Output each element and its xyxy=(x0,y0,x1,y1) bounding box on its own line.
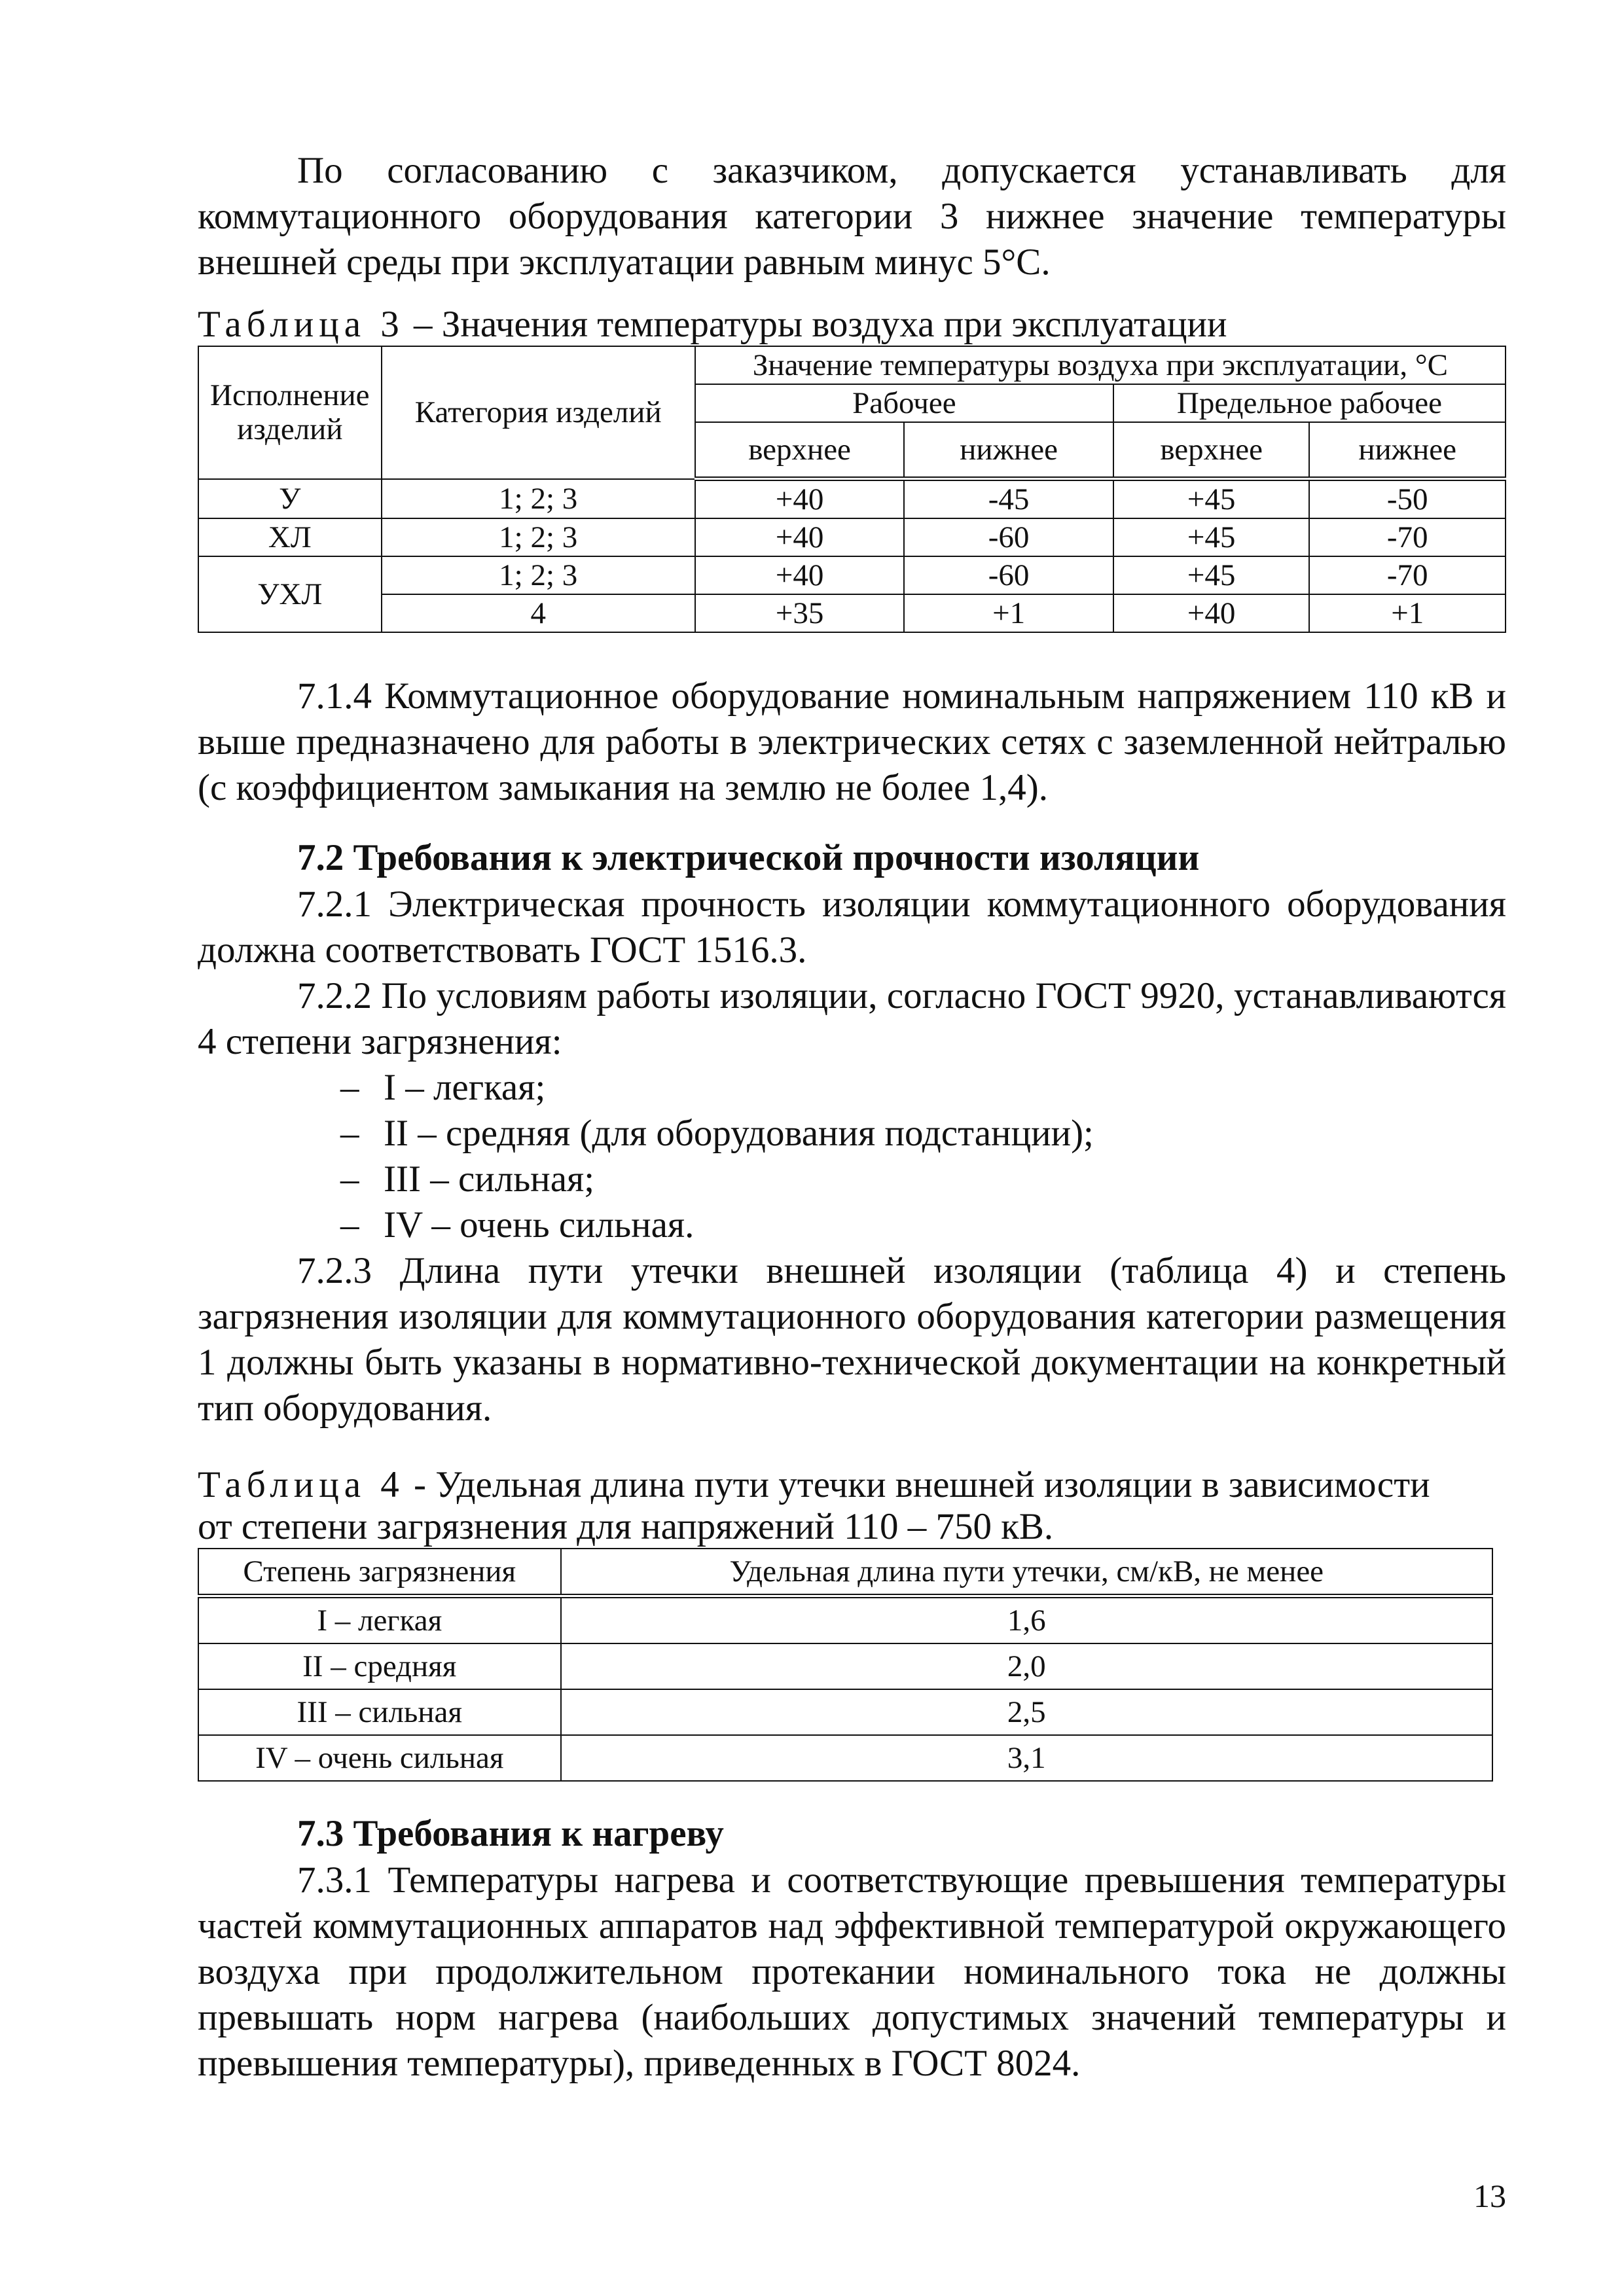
table4-caption-line-1 xyxy=(198,1464,1506,1506)
leakage-table xyxy=(198,1548,1493,1782)
table-cell: +40 xyxy=(1113,594,1310,632)
header-limit-lower: нижнее xyxy=(1309,422,1506,479)
header-working-upper: верхнее xyxy=(695,422,905,479)
list-item-text: I – легкая; xyxy=(384,1067,546,1108)
dash-marker: – xyxy=(340,1158,359,1200)
dash-marker: – xyxy=(340,1113,359,1154)
header-pollution-degree: Степень загрязнения xyxy=(198,1549,561,1596)
table-cell: 1; 2; 3 xyxy=(382,518,695,556)
header-limit-working: Предельное рабочее xyxy=(1113,384,1506,422)
table-cell: +1 xyxy=(1309,594,1506,632)
list-item xyxy=(340,1111,1506,1157)
table-cell: 2,0 xyxy=(561,1643,1492,1689)
table-row xyxy=(198,1643,1492,1689)
table-row xyxy=(198,479,1506,519)
table-cell: У xyxy=(198,479,382,519)
table4-caption-label: Таблица 4 xyxy=(198,1464,405,1505)
list-item-text: II – средняя (для оборудования подстанции); xyxy=(384,1113,1094,1154)
para-7-2-3: 7.2.3 Длина пути утечки внешней изоляции (таблица 4) и степень загрязнения изоляции для коммутационного оборудования категории размещения 1 должны быть указаны в нормативно-технической документации на конкретный тип оборудования. xyxy=(198,1250,1506,1429)
header-temperature-group: Значение температуры воздуха при эксплуатации, °С xyxy=(695,346,1506,384)
table-cell: +45 xyxy=(1113,479,1310,519)
table-cell: +45 xyxy=(1113,518,1310,556)
table-cell: II – средняя xyxy=(198,1643,561,1689)
table-cell: +35 xyxy=(695,594,905,632)
para-7-3-1: 7.3.1 Температуры нагрева и соответствующие превышения температуры частей коммутационных аппаратов над эффективной температурой окружающего воздуха при продолжительном протекании номинального тока не должны превышать норм нагрева (наибольших допустимых значений температуры и превышения температуры), приведенных в ГОСТ 8024. xyxy=(198,1859,1506,2084)
para-7-1-4: 7.1.4 Коммутационное оборудование номинальным напряжением 110 кВ и выше предназначено для работы в электрических сетях с заземленной нейтралью (с коэффициентом замыкания на землю не более 1,4). xyxy=(198,675,1506,808)
table-cell: +40 xyxy=(695,518,905,556)
table-cell: ХЛ xyxy=(198,518,382,556)
table3-caption xyxy=(198,304,1506,346)
para-7-2-1: 7.2.1 Электрическая прочность изоляции коммутационного оборудования должна соответствовать ГОСТ 1516.3. xyxy=(198,884,1506,971)
table-cell: +40 xyxy=(695,556,905,594)
table-row xyxy=(198,518,1506,556)
table-cell: -70 xyxy=(1309,556,1506,594)
table-cell: +1 xyxy=(904,594,1113,632)
header-specific-length: Удельная длина пути утечки, см/кВ, не менее xyxy=(561,1549,1492,1596)
dash-marker: – xyxy=(340,1067,359,1108)
table-row xyxy=(198,1689,1492,1735)
table4-caption-line-2: от степени загрязнения для напряжений 110 – 750 кВ. xyxy=(198,1506,1054,1547)
pollution-list xyxy=(198,1065,1506,1248)
table-cell: +40 xyxy=(695,479,905,519)
header-limit-upper: верхнее xyxy=(1113,422,1310,479)
heading-7-3: 7.3 Требования к нагреву xyxy=(297,1813,724,1854)
header-version: Исполнение изделий xyxy=(198,346,382,479)
header-working: Рабочее xyxy=(695,384,1113,422)
header-category: Категория изделий xyxy=(382,346,695,479)
table3-caption-text: – Значения температуры воздуха при эксплуатации xyxy=(404,304,1227,345)
table-row xyxy=(198,1596,1492,1644)
para-7-2-2: 7.2.2 По условиям работы изоляции, согласно ГОСТ 9920, устанавливаются 4 степени загрязнения: xyxy=(198,975,1506,1062)
dash-marker: – xyxy=(340,1204,359,1246)
table-cell: +45 xyxy=(1113,556,1310,594)
table-cell: I – легкая xyxy=(198,1596,561,1644)
list-item xyxy=(340,1065,1506,1111)
table-cell: IV – очень сильная xyxy=(198,1735,561,1781)
table-cell: 4 xyxy=(382,594,695,632)
page-number: 13 xyxy=(1473,2178,1506,2214)
list-item-text: III – сильная; xyxy=(384,1158,595,1200)
table-cell: -70 xyxy=(1309,518,1506,556)
table-cell: -50 xyxy=(1309,479,1506,519)
table-cell: -60 xyxy=(904,518,1113,556)
list-item xyxy=(340,1157,1506,1202)
table-cell: 1,6 xyxy=(561,1596,1492,1644)
table-cell: III – сильная xyxy=(198,1689,561,1735)
table4-caption-text: - Удельная длина пути утечки внешней изоляции в зависимости xyxy=(404,1464,1430,1505)
table-cell: -45 xyxy=(904,479,1113,519)
intro-paragraph: По согласованию с заказчиком, допускается устанавливать для коммутационного оборудования категории 3 нижнее значение температуры внешней среды при эксплуатации равным минус 5°С. xyxy=(198,150,1506,283)
table3-caption-label: Таблица 3 xyxy=(198,304,405,345)
table-cell: 1; 2; 3 xyxy=(382,479,695,519)
table-cell: -60 xyxy=(904,556,1113,594)
table-row xyxy=(198,1735,1492,1781)
table-cell: 3,1 xyxy=(561,1735,1492,1781)
heading-7-2: 7.2 Требования к электрической прочности изоляции xyxy=(297,837,1200,878)
table-row xyxy=(198,594,1506,632)
table-row xyxy=(198,556,1506,594)
table-cell: 2,5 xyxy=(561,1689,1492,1735)
header-working-lower: нижнее xyxy=(904,422,1113,479)
table-cell: 1; 2; 3 xyxy=(382,556,695,594)
list-item xyxy=(340,1202,1506,1248)
list-item-text: IV – очень сильная. xyxy=(384,1204,695,1246)
temperature-table xyxy=(198,346,1506,633)
table-cell: УХЛ xyxy=(198,556,382,632)
